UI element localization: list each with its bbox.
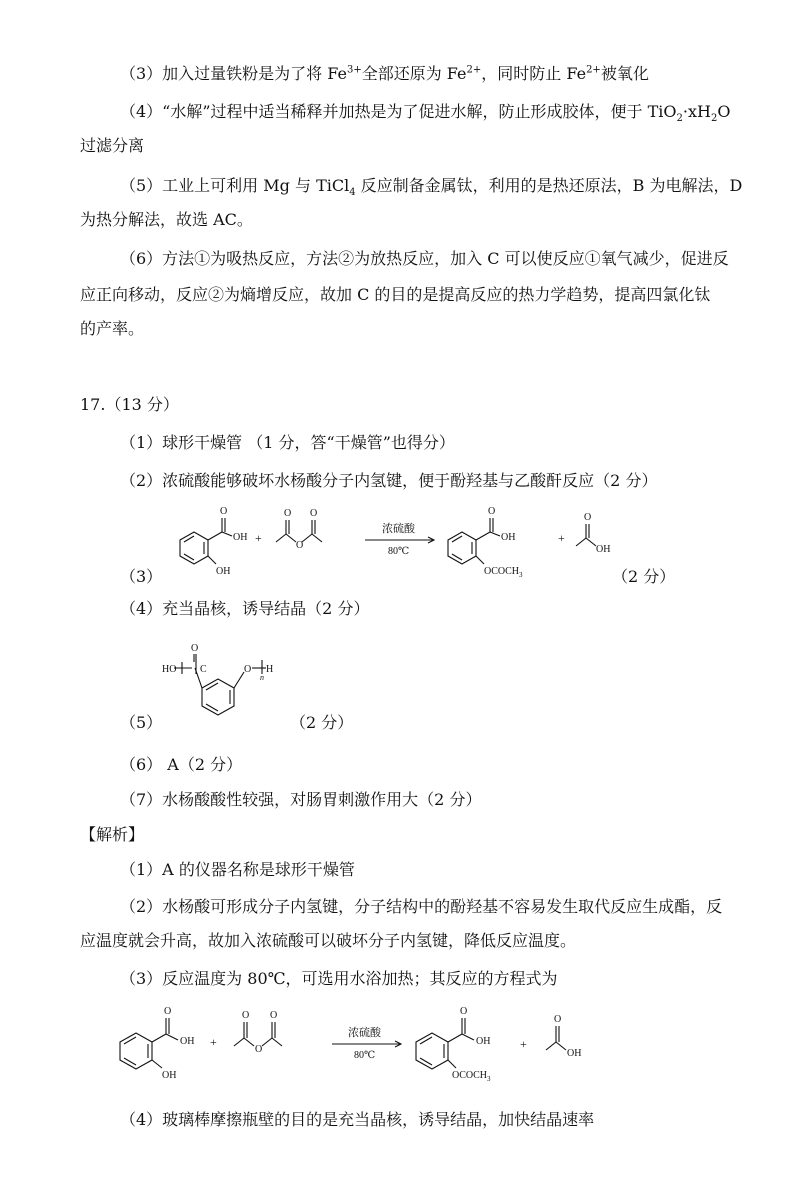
label-o: O xyxy=(460,1006,468,1017)
line-16-6-cont2: 的产率。 xyxy=(80,319,145,338)
answer-17-2: （2）浓硫酸能够破坏水杨酸分子内氢键，便于酚羟基与乙酸酐反应（2 分） xyxy=(120,471,658,490)
line-16-4: （4）“水解”过程中适当稀释并加热是为了促进水解，防止形成胶体，便于 $TiO_2\cdot xH_2O$ xyxy=(120,102,731,125)
line-16-5-cont: 为热分解法，故选 AC。 xyxy=(80,210,253,229)
answer-17-4: （4）充当晶核，诱导结晶（2 分） xyxy=(120,599,370,618)
label-o: O xyxy=(220,506,228,517)
line-16-3: （3）加入过量铁粉是为了将 $Fe^{3+}$全部还原为 $Fe^{2+}$，同时防止 $Fe^{2+}$被氧化 xyxy=(120,64,649,83)
label-oh: OH xyxy=(180,1036,195,1047)
label-oh: OH xyxy=(501,532,516,543)
label-o: O xyxy=(191,643,199,654)
label-o: O xyxy=(164,1006,172,1017)
reaction-scheme-2 xyxy=(100,1002,660,1092)
label-oh: OH xyxy=(216,566,231,577)
line-16-6: （6）方法①为吸热反应，方法②为放热反应，加入 C 可以使反应①氧气减少，促进反 xyxy=(120,249,729,268)
label-oh: OH xyxy=(233,532,248,543)
catalyst-label: 浓硫酸 xyxy=(382,523,415,535)
label-n: n xyxy=(260,673,264,682)
catalyst-label: 浓硫酸 xyxy=(348,1027,381,1039)
answer-17-7: （7）水杨酸酸性较强，对肠胃刺激作用大（2 分） xyxy=(120,790,482,809)
temperature-label: 80℃ xyxy=(354,1050,376,1061)
answer-17-3-score: （2 分） xyxy=(612,567,676,586)
reaction-scheme-1 xyxy=(150,500,650,590)
analysis-heading: 【解析】 xyxy=(80,825,145,844)
label-o: O xyxy=(584,512,592,523)
label-oh: OH xyxy=(596,544,611,555)
answer-17-1: （1）球形干燥管 （1 分，答“干燥管”也得分） xyxy=(120,433,455,452)
label-o: O xyxy=(284,508,292,519)
plus-sign: + xyxy=(210,1035,217,1049)
label-oh: OH xyxy=(476,1036,491,1047)
answer-17-5-score: （2 分） xyxy=(290,713,354,732)
label-oh: OH xyxy=(567,1048,582,1059)
analysis-2-cont: 应温度就会升高，故加入浓硫酸可以破坏分子内氢键，降低反应温度。 xyxy=(80,931,577,950)
question-17-title: 17.（13 分） xyxy=(80,395,179,414)
label-ococh3: $OCOCH_3$ xyxy=(484,566,523,579)
label-o: O xyxy=(242,1010,250,1021)
analysis-3: （3）反应温度为 80℃，可选用水浴加热；其反应的方程式为 xyxy=(120,969,558,988)
label-c: C xyxy=(200,664,207,675)
label-o: O xyxy=(488,506,496,517)
analysis-4: （4）玻璃棒摩擦瓶壁的目的是充当晶核，诱导结晶，加快结晶速率 xyxy=(120,1110,595,1129)
line-16-5: （5）工业上可利用 Mg 与 TiCl$_4$ 反应制备金属钛，利用的是热还原法，B 为电解法，D xyxy=(120,176,743,199)
answer-17-3-label: （3） xyxy=(120,567,163,586)
answer-17-6: （6） A（2 分） xyxy=(120,755,243,774)
plus-sign: + xyxy=(255,531,262,545)
label-o: O xyxy=(255,1044,263,1055)
label-o: O xyxy=(270,1010,278,1021)
label-ococh3: $OCOCH_3$ xyxy=(452,1070,491,1083)
line-16-6-cont1: 应正向移动，反应②为熵增反应，故加 C 的目的是提高反应的热力学趋势，提高四氯化钛 xyxy=(80,285,711,304)
label-o: O xyxy=(296,540,304,551)
label-o: O xyxy=(244,664,252,675)
analysis-1: （1）A 的仪器名称是球形干燥管 xyxy=(120,860,355,879)
plus-sign: + xyxy=(520,1037,527,1051)
label-o: O xyxy=(554,1014,562,1025)
answer-17-5-label: （5） xyxy=(120,713,163,732)
analysis-2: （2）水杨酸可形成分子内氢键，分子结构中的酚羟基不容易发生取代反应生成酯，反 xyxy=(120,897,723,916)
temperature-label: 80℃ xyxy=(388,546,410,557)
polymer-structure xyxy=(158,632,298,732)
label-oh: OH xyxy=(162,1070,177,1081)
label-ho: HO xyxy=(162,664,177,675)
line-16-4-cont: 过滤分离 xyxy=(80,136,145,155)
plus-sign: + xyxy=(558,531,565,545)
label-h: H xyxy=(266,664,274,675)
label-o: O xyxy=(310,508,318,519)
